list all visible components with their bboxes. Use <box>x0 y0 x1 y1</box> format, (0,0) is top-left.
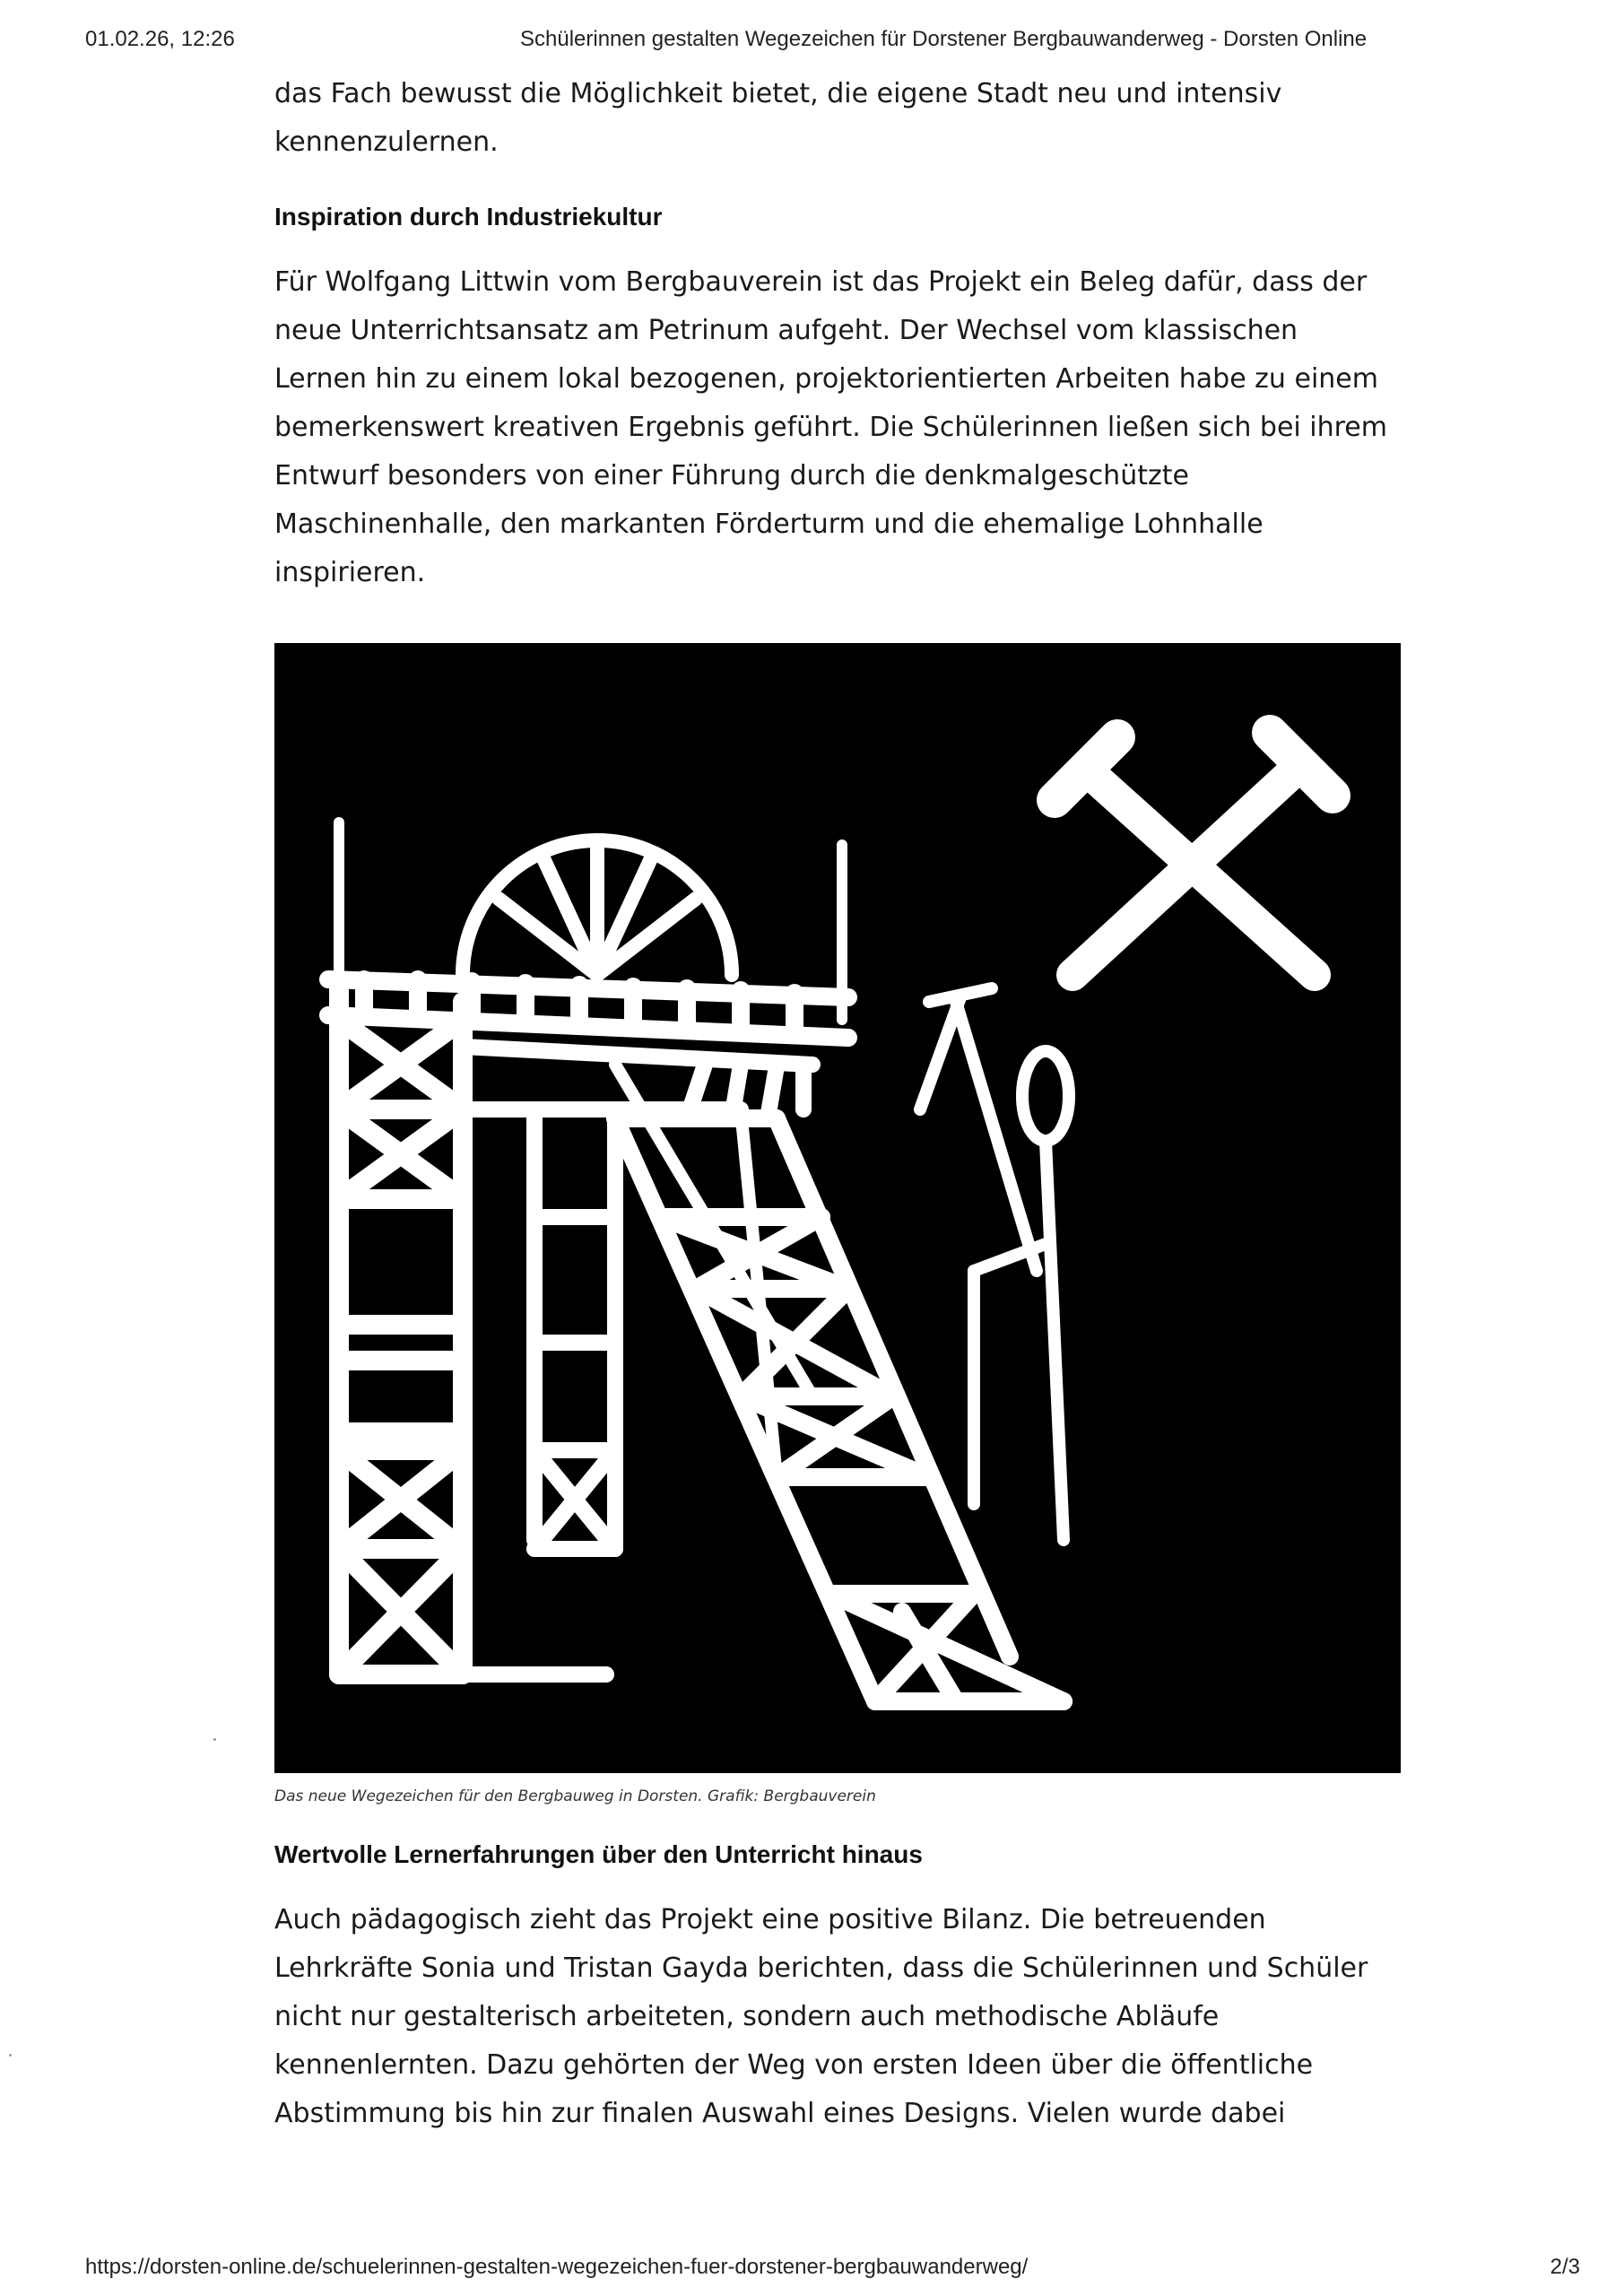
paragraph-line: Lehrkräfte Sonia und Tristan Gayda berichten, dass die Schülerinnen und Schüler <box>274 1952 1368 1984</box>
intro-line: kennenzulernen. <box>274 126 499 158</box>
paragraph-line: Für Wolfgang Littwin vom Bergbauverein ist das Projekt ein Beleg dafür, dass der <box>274 266 1368 298</box>
paragraph-line: Entwurf besonders von einer Führung durch die denkmalgeschützte <box>274 460 1189 491</box>
paragraph-line: nicht nur gestalterisch arbeiteten, sondern auch methodische Abläufe <box>274 2001 1220 2032</box>
paragraph-line: Lernen hin zu einem lokal bezogenen, projektorientierten Arbeiten habe zu einem <box>274 363 1378 395</box>
print-footer-url: https://dorsten-online.de/schuelerinnen-gestalten-wegezeichen-fuer-dorstener-bergbauwanderweg/ <box>85 2255 1029 2279</box>
scan-speck <box>9 2054 12 2057</box>
paragraph-line: inspirieren. <box>274 557 426 588</box>
intro-paragraph <box>274 70 1404 167</box>
paragraph-line: kennenlernten. Dazu gehörten der Weg von ersten Ideen über die öffentliche <box>274 2049 1314 2081</box>
article-body <box>274 70 1404 597</box>
scan-speck <box>213 1738 216 1741</box>
section-heading-lernerfahrungen: Wertvolle Lernerfahrungen über den Unterricht hinaus <box>274 1840 923 1868</box>
paragraph-line: Abstimmung bis hin zur finalen Auswahl eines Designs. Vielen wurde dabei <box>274 2098 1286 2129</box>
paragraph-line: neue Unterrichtsansatz am Petrinum aufgeht. Der Wechsel vom klassischen <box>274 315 1298 346</box>
section2-paragraph <box>274 1896 1404 2138</box>
section1-paragraph <box>274 258 1404 597</box>
figure-caption: Das neue Wegezeichen für den Bergbauweg in Dorsten. Grafik: Bergbauverein <box>274 1787 876 1805</box>
intro-line: das Fach bewusst die Möglichkeit bietet, die eigene Stadt neu und intensiv <box>274 78 1282 109</box>
paragraph-line: bemerkenswert kreativen Ergebnis geführt. Die Schülerinnen ließen sich bei ihrem <box>274 412 1387 443</box>
print-header-datetime: 01.02.26, 12:26 <box>85 27 235 51</box>
article-body-continued <box>274 1840 1404 2138</box>
wegezeichen-figure <box>274 643 1401 1773</box>
print-header-page-title: Schülerinnen gestalten Wegezeichen für Dorstener Bergbauwanderweg - Dorsten Online <box>520 27 1368 51</box>
headframe-graphic <box>274 643 1401 1773</box>
paragraph-line: Maschinenhalle, den markanten Förderturm und die ehemalige Lohnhalle <box>274 509 1264 540</box>
print-footer-page-number: 2/3 <box>1550 2255 1580 2279</box>
paragraph-line: Auch pädagogisch zieht das Projekt eine positive Bilanz. Die betreuenden <box>274 1904 1266 1935</box>
section-heading-inspiration: Inspiration durch Industriekultur <box>274 203 663 230</box>
